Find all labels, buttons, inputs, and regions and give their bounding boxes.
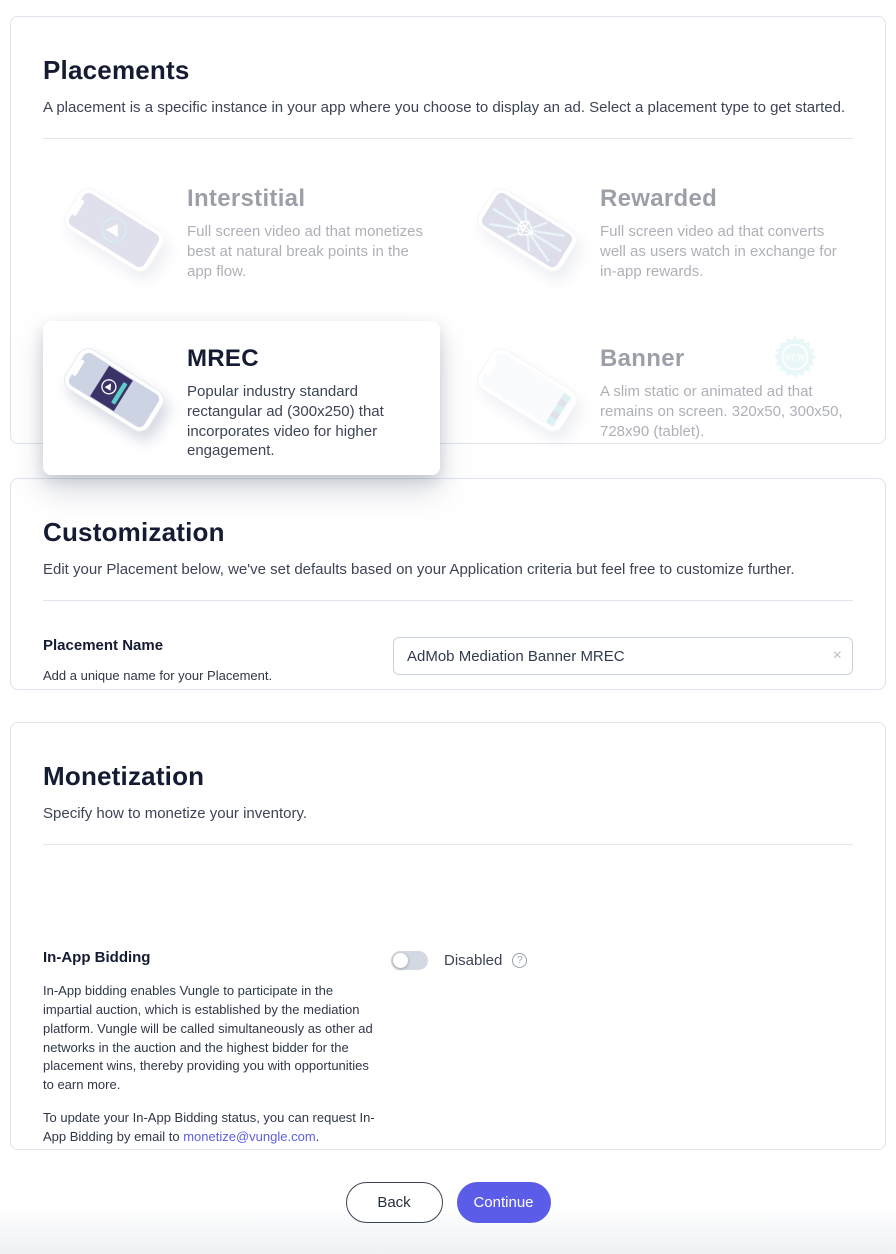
- mrec-title: MREC: [187, 345, 259, 372]
- monetize-email-link[interactable]: monetize@vungle.com: [183, 1128, 316, 1144]
- interstitial-description: Full screen video ad that monetizes best at natural break points in the app flow.: [187, 223, 423, 280]
- banner-title: Banner: [600, 345, 685, 372]
- toggle-knob: [393, 953, 408, 968]
- in-app-bidding-paragraph-2: To update your In-App Bidding status, you can request In-App Bidding by email to monetize@vungle.com.: [43, 1110, 375, 1144]
- monetization-card: [10, 722, 886, 1150]
- in-app-bidding-toggle[interactable]: [391, 951, 428, 970]
- placement-name-label: Placement Name: [43, 637, 164, 654]
- in-app-bidding-state: Disabled: [444, 951, 503, 969]
- customization-description: Edit your Placement below, we've set defaults based on your Application criteria but feel free to customize further.: [43, 561, 795, 578]
- banner-description: A slim static or animated ad that remains on screen. 320x50, 300x50, 728x90 (tablet).: [600, 383, 843, 440]
- back-button[interactable]: Back: [346, 1182, 443, 1223]
- placement-setup-page: [0, 16, 896, 1254]
- in-app-bidding-paragraph-1: In-App bidding enables Vungle to participate in the impartial auction, which is established by the mediation platform. Vungle will be called simultaneously as other ad networks in the auction and the highest bidder for the placement wins, thereby providing you with opportunities to earn more.: [43, 983, 373, 1093]
- rewarded-phone-icon: [468, 175, 586, 287]
- divider: [43, 844, 853, 845]
- in-app-bidding-row: [43, 949, 853, 1147]
- mrec-description: Popular industry standard rectangular ad (300x250) that incorporates video for higher engagement.: [187, 383, 384, 460]
- placements-card: [10, 16, 886, 460]
- continue-button[interactable]: Continue: [457, 1182, 551, 1223]
- placement-name-row: [43, 637, 853, 683]
- interstitial-title: Interstitial: [187, 185, 306, 212]
- placements-title: Placements: [43, 55, 190, 85]
- divider: [43, 138, 853, 139]
- placement-option-mrec[interactable]: [43, 321, 440, 475]
- placement-option-rewarded[interactable]: [456, 161, 853, 301]
- in-app-bidding-label: In-App Bidding: [43, 949, 151, 966]
- mrec-phone-icon: [55, 335, 173, 447]
- help-icon[interactable]: ?: [512, 953, 527, 968]
- clear-input-icon[interactable]: ×: [832, 647, 842, 664]
- svg-text:NEW: NEW: [784, 352, 806, 363]
- customization-title: Customization: [43, 517, 225, 547]
- divider: [43, 600, 853, 601]
- rewarded-description: Full screen video ad that converts well as users watch in exchange for in-app rewards.: [600, 223, 837, 280]
- placement-type-grid: [43, 161, 853, 475]
- banner-phone-icon: [468, 335, 586, 447]
- rewarded-title: Rewarded: [600, 185, 718, 212]
- placement-option-banner[interactable]: [456, 321, 853, 475]
- placement-option-interstitial[interactable]: [43, 161, 440, 301]
- new-badge: [773, 335, 817, 379]
- monetization-description: Specify how to monetize your inventory.: [43, 805, 308, 822]
- monetization-title: Monetization: [43, 761, 205, 791]
- interstitial-phone-icon: [55, 175, 173, 287]
- placement-name-input[interactable]: [393, 637, 853, 675]
- customization-card: [10, 478, 886, 690]
- placement-name-help: Add a unique name for your Placement.: [43, 668, 273, 683]
- placements-description: A placement is a specific instance in your app where you choose to display an ad. Select a placement type to get started.: [43, 99, 846, 116]
- footer-actions: [0, 1182, 896, 1223]
